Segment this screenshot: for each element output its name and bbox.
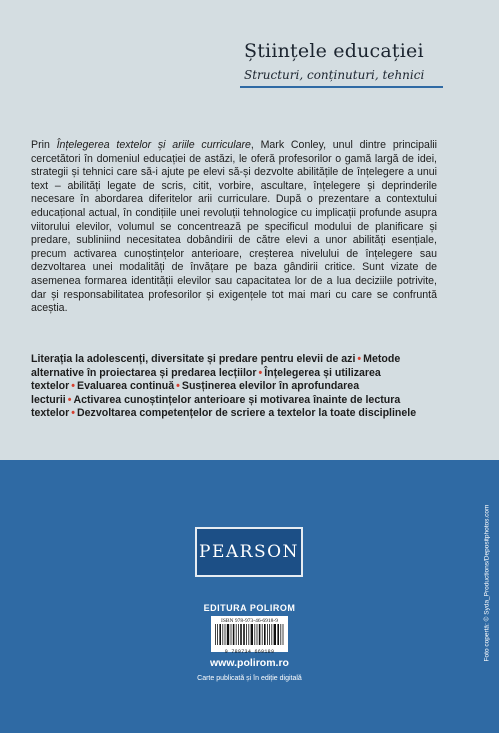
topic-item: Înțelegerea și utilizarea textelor: [31, 366, 381, 393]
topic-item: Susținerea elevilor în aprofundarea lecturii: [31, 380, 360, 406]
bullet-separator: •: [258, 366, 263, 379]
publisher-website: www.polirom.ro: [210, 657, 289, 669]
bullet-separator: •: [71, 380, 75, 393]
topics-list: [31, 353, 437, 421]
digital-edition-note: Carte publicată și în ediție digitală: [197, 675, 302, 682]
barcode-bars: [214, 624, 285, 645]
series-title: Științele educației: [244, 40, 424, 62]
description-book-title: Înțelegerea textelor și ariile curriculare: [56, 139, 251, 151]
series-underline: [240, 86, 443, 88]
photo-credit: Foto copertă: © Syda_Productions/Depositphotos.com: [483, 504, 491, 662]
book-description: [31, 139, 437, 316]
topic-item: Metode alternative în proiectarea și predarea lecțiilor: [31, 353, 401, 379]
description-body: , Mark Conley, unul dintre principalii cercetători în domeniul educației de astăzi, le oferă profesorilor o gamă largă de idei, strategii și tehnici care să-i ajute pe elevi să-și dezvolte abilitățile de înțelegere a unui text – abilități legate de scris, citit, vorbire, ascultare, înțelegere și deprinderile necesare în abordarea diferitelor arii curriculare. După o prezentare a contextului educațional actual, în condițiile unei revoluții tehnologice cu implicații profunde asupra viitorului elevilor, volumul se concentrează pe specificul modului de planificare și predare, subliniind necesitatea dobândirii de către elevi a unor abilități esențiale, precum activarea cunoștințelor anterioare, creșterea nivelului de înțelegere sau dezvoltarea unei modalități de învățare pe baza gândirii critice. Sunt vizate de asemenea formarea identității elevilor sau capacitatea lor de a lua deciziile potrivite, dar și responsabilitatea profesorilor și exigențele tot mai mari cu care se confruntă aceștia.: [31, 139, 437, 315]
topic-item: Literația la adolescenți, diversitate și predare pentru elevii de azi: [31, 353, 356, 365]
topic-item: Dezvoltarea competențelor de scriere a textelor la toate disciplinele: [77, 407, 417, 420]
bullet-separator: •: [67, 393, 72, 406]
back-cover-bottom-panel: [0, 460, 499, 733]
series-subtitle: Structuri, conținuturi, tehnici: [244, 68, 425, 82]
pearson-logo: [195, 527, 303, 577]
topic-item: Activarea cunoștințelor anterioare și motivarea înainte de lectura textelor: [31, 393, 401, 420]
description-intro: Prin: [31, 139, 57, 151]
bullet-separator: •: [176, 380, 180, 393]
topic-item: Evaluarea continuă: [77, 380, 175, 393]
publisher-name: EDITURA POLIROM: [203, 603, 296, 613]
bullet-separator: •: [71, 407, 75, 420]
bullet-separator: •: [357, 353, 362, 365]
isbn-barcode: [211, 616, 288, 655]
isbn-number: ISBN 978-973-46-6918-9: [221, 618, 278, 624]
pearson-logo-text: PEARSON: [199, 542, 299, 562]
barcode-digits: 9 789734 669189: [224, 649, 275, 655]
